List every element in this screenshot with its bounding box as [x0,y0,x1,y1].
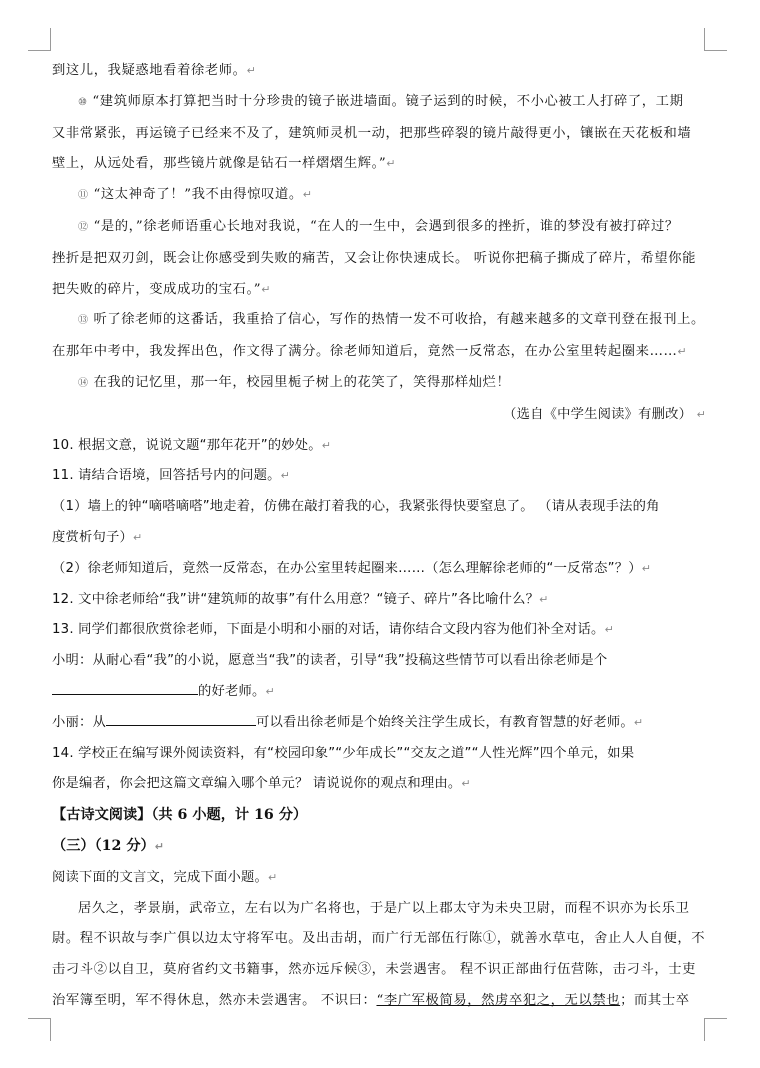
dialogue-xiaoli: 小丽：从 可以看出徐老师是个始终关注学生成长，有教育智慧的好老师。↵ [52,708,712,739]
source-citation: （选自《中学生阅读》有删改） ↵ [503,406,706,422]
passage-line: 把失败的碎片，变成成功的宝石。”↵ [52,281,272,297]
dialogue-xiaoming-cont: 的好老师。↵ [52,677,712,708]
crop-mark-bottom-right [704,1018,727,1041]
classical-text-line: 尉。程不识故与李广俱以边太守将军屯。及出击胡，而广行无部伍行陈①，就善水草屯，舍止人人自便，不 [52,931,706,947]
answer-blank[interactable] [106,711,256,726]
question-11: 11. 请结合语境，回答括号内的问题。↵ [52,468,291,484]
crop-mark-top-right [704,28,727,51]
passage-line: 又非常紧张，再运镜子已经来不及了，建筑师灵机一动，把那些碎裂的镜片敲得更小，镶嵌在天花板和墙 [52,125,692,141]
question-14: 14. 学校正在编写课外阅读资料，有“校园印象”“少年成长”“交友之道”“人性光辉”四个单元，如果 [52,745,635,761]
question-10: 10. 根据文意，说说文题“那年花开”的妙处。↵ [52,437,332,453]
passage-line: 挫折是把双刃剑，既会让你感受到失败的痛苦，又会让你快速成长。 听说你把稿子撕成了碎片，希望你能 [52,250,697,266]
classical-text-line: 击刁斗②以自卫，莫府省约文书籍事，然亦远斥候③，未尝遇害。 程不识正部曲行伍营陈，击刁斗，士吏 [52,962,697,978]
passage-line: 到这儿，我疑惑地看着徐老师。↵ [52,63,257,78]
classical-text-line: 居久之，孝景崩，武帝立，左右以为广名将也，于是广以上郡太守为未央卫尉，而程不识亦为长乐卫 [78,900,690,916]
crop-mark-bottom-left [28,1018,51,1041]
question-13: 13. 同学们都很欣赏徐老师，下面是小明和小丽的对话，请你结合文段内容为他们补全对话。↵ [52,622,614,638]
question-11-1-cont: 度赏析句子）↵ [52,529,143,545]
classical-text-line: 治军簿至明，军不得休息，然亦未尝遇害。 不识曰：“李广军极简易，然虏卒犯之，无以禁也；而其士卒 [52,992,690,1008]
document-page [52,56,712,1017]
question-11-2: （2）徐老师知道后，竟然一反常态，在办公室里转起圈来……（怎么理解徐老师的“一反常态”？）↵ [52,560,652,576]
question-11-1: （1）墙上的钟“嘀嗒嘀嗒”地走着，仿佛在敲打着我的心，我紧张得快要窒息了。 （请从表现手法的角 [52,499,660,515]
passage-paragraph-12: ⑫ “是的，”徐老师语重心长地对我说，“在人的一生中，会遇到很多的挫折，谁的梦没有被打碎过？ [78,218,679,234]
crop-mark-top-left [28,28,51,51]
question-14-cont: 你是编者，你会把这篇文章编入哪个单元？ 请说说你的观点和理由。↵ [52,776,471,792]
passage-paragraph-14: ⑭ 在我的记忆里，那一年，校园里栀子树上的花笑了，笑得那样灿烂！ [78,374,511,390]
dialogue-xiaoming: 小明：从耐心看“我”的小说，愿意当“我”的读者，引导“我”投稿这些情节可以看出徐老师是个 [52,653,608,669]
section-heading: 【古诗文阅读】（共 6 小题，计 16 分） [52,807,308,824]
passage-line: 在那年中考中，我发挥出色，作文得了满分。徐老师知道后，竟然一反常态，在办公室里转起圈来……↵ [52,344,688,360]
subsection-heading: （三）（12 分）↵ [52,837,164,854]
answer-blank[interactable] [52,680,198,695]
passage-line: 壁上，从远处看，那些镜片就像是钻石一样熠熠生辉。”↵ [52,156,397,172]
passage-paragraph-11: ⑪ “这太神奇了！”我不由得惊叹道。↵ [78,187,313,203]
underlined-quote: “李广军极简易，然虏卒犯之，无以禁也 [376,992,621,1008]
question-12: 12. 文中徐老师给“我”讲“建筑师的故事”有什么用意？“镜子、碎片”各比喻什么？↵ [52,591,549,607]
passage-paragraph-13: ⑬ 听了徐老师的这番话，我重拾了信心，写作的热情一发不可收拾，有越来越多的文章刊登在报刊上。 [78,312,705,328]
reading-instruction: 阅读下面的文言文，完成下面小题。↵ [52,869,278,885]
passage-paragraph-10: ⑩ “建筑师原本打算把当时十分珍贵的镜子嵌进墙面。镜子运到的时候，不小心被工人打碎了，工期 [78,93,684,109]
